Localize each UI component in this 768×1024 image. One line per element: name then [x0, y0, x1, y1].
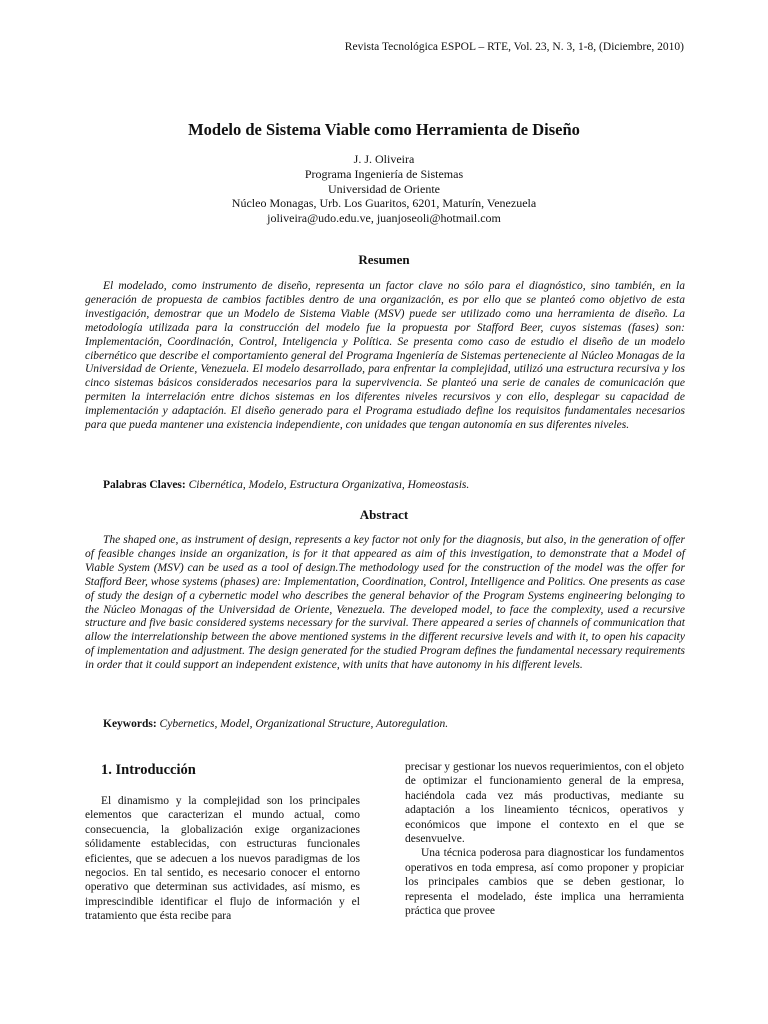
author-name: J. J. Oliveira: [353, 152, 415, 166]
resumen-keywords-label: Palabras Claves:: [103, 479, 186, 491]
abstract-heading: Abstract: [359, 507, 409, 522]
abstract-keywords-list: Cybernetics, Model, Organizational Structure, Autoregulation.: [159, 718, 449, 730]
section-heading-introduccion: 1. Introducción: [101, 762, 196, 778]
resumen-text: El modelado, como instrumento de diseño, representa un factor clave no sólo para el diagnóstico, sino también, en la generación de propuesta de cambios factibles dentro de una organización, es por ello que se planteó como objetivo de esta investigación, demostrar que un Modelo de Sistema Viable (MSV) puede ser utilizado como una herramienta de diseño. La metodología utilizada para la construcción del modelo fue la propuesta por Stafford Beer, cuyos sistemas (fases) son: Implementación, Coordinación, Control, Inteligencia y Política. Se presenta como caso de estudio el diseño de un modelo cibernético que describe el comportamiento general del Programa Ingeniería de Sistemas perteneciente al Núcleo Monagas de la Universidad de Oriente, Venezuela. El modelo desarrollado, para enfrentar la complejidad, utilizó una estructura recursiva y los cinco sistemas básicos considerados necesarios para la supervivencia. Se planteó una serie de canales de comunicación que permiten la interrelación entre dichos sistemas en los diferentes niveles recursivos y con ello, desplegar su capacidad de implementación y adaptación. El diseño generado para el Programa estudiado define los requisitos fundamentales necesarios para que pueda mantener una existencia independiente, con unidades que tengan autonomía en sus diferentes niveles.: [85, 280, 685, 432]
resumen-heading: Resumen: [358, 252, 410, 267]
author-program: Programa Ingeniería de Sistemas: [304, 166, 464, 181]
column-right: [405, 760, 684, 918]
resumen-keywords-list: Cibernética, Modelo, Estructura Organizativa, Homeostasis.: [188, 479, 470, 491]
intro-paragraph-1-cont: precisar y gestionar los nuevos requerimientos, con el objeto de optimizar el funcionamiento general de la empresa, haciéndola cada vez más productivas, mediante su adaptación a los lineamiento técnicos, operativos y económicos que impone el contexto en el que se desenvuelve.: [405, 761, 684, 846]
abstract-keywords-label: Keywords:: [103, 718, 157, 730]
author-block: [0, 152, 768, 226]
author-university: Universidad de Oriente: [328, 181, 440, 196]
author-address: Núcleo Monagas, Urb. Los Guaritos, 6201, Maturín, Venezuela: [231, 196, 537, 211]
abstract-text: The shaped one, as instrument of design, represents a key factor not only for the diagnosis, but also, in the generation of offer of feasible changes inside an organization, is for it that appeared as aim of this investigation, to demonstrate that a Model of Viable System (MSV) can be used as a tool of design.The methodology used for the construction of the model was the offer for Stafford Beer, whose systems (phases) are: Implementation, Coordination, Control, Intelligence and Politics. One presents as case of study the design of a cybernetic model who describes the general behavior of the Program Systems engineering belonging to the Núcleo Monagas of the Universidad de Oriente, Venezuela. The developed model, to face the complexity, used a recursive structure and five basic considered systems necessary for the survival. There appeared a series of channels of communication that allow the interrelationship between the above mentioned systems in the different recursive levels and with it, to open his capacity of implementation and adjustment. The design generated for the studied Program defines the fundamental necessary requirements in order that it could support an independent existence, with units that have autonomy in his different levels.: [85, 534, 685, 672]
column-left: [85, 794, 360, 924]
paper-title: Modelo de Sistema Viable como Herramienta de Diseño: [188, 120, 580, 139]
abstract-keywords: [103, 718, 683, 730]
author-emails: joliveira@udo.edu.ve, juanjoseoli@hotmail.com: [267, 211, 501, 226]
resumen-keywords: [103, 479, 683, 491]
journal-header: Revista Tecnológica ESPOL – RTE, Vol. 23, N. 3, 1-8, (Diciembre, 2010): [344, 41, 684, 53]
intro-paragraph-1: El dinamismo y la complejidad son los principales elementos que caracterizan el mundo actual, como consecuencia, la globalización exige organizaciones sólidamente establecidas, con estructuras funcionales eficientes, que se adecuen a los nuevos paradigmas de los negocios. En tal sentido, es necesario conocer el entorno operativo que determinan sus actividades, así mismo, es imprescindible identificar el flujo de información y el tratamiento que ésta recibe para: [85, 795, 360, 923]
intro-paragraph-2: Una técnica poderosa para diagnosticar los fundamentos operativos en toda empresa, así como proponer y propiciar los principales cambios que se deben gestionar, lo representa el modelado, éste implica una herramienta práctica que provee: [405, 847, 684, 918]
